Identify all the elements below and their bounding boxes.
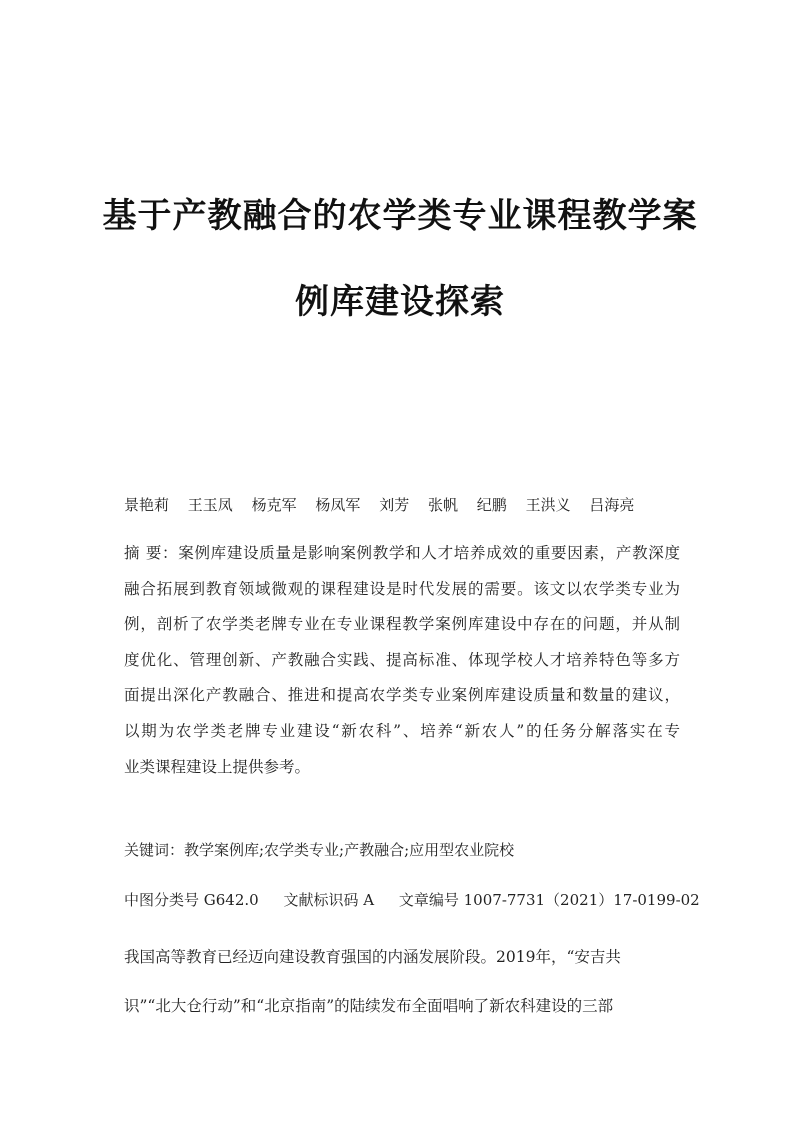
abstract-line: 摘 要：案例库建设质量是影响案例教学和人才培养成效的重要因素，产教深度 [124, 544, 680, 562]
article-number: 文章编号 1007-7731（2021）17-0199-02 [398, 891, 700, 909]
abstract-line: 例，剖析了农学类老牌专业在专业课程教学案例库建设中存在的问题，并从制 [124, 615, 680, 634]
classification-info [124, 889, 700, 910]
author: 杨凤军 [315, 496, 361, 514]
author: 刘芳 [379, 496, 410, 514]
abstract [124, 536, 680, 785]
abstract-line: 融合拓展到教育领域微观的课程建设是时代发展的需要。该文以农学类专业为 [124, 579, 680, 598]
keywords: 关键词：教学案例库;农学类专业;产教融合;应用型农业院校 [124, 841, 515, 859]
author: 杨克军 [251, 496, 297, 514]
clc-number: 中图分类号 G642.0 [124, 891, 259, 909]
author: 吕海亮 [589, 496, 635, 514]
author: 张帆 [427, 496, 458, 514]
paper-title-line-2: 例库建设探索 [295, 282, 505, 322]
document-code: 文献标识码 A [283, 891, 375, 909]
abstract-line: 业类课程建设上提供参考。 [124, 757, 311, 776]
author: 王洪义 [525, 496, 571, 514]
author: 景艳莉 [124, 496, 170, 514]
author: 纪鹏 [476, 496, 507, 514]
abstract-line: 度优化、管理创新、产教融合实践、提高标准、体现学校人才培养特色等多方 [124, 650, 680, 669]
body-line: 识”“北大仓行动”和“北京指南”的陆续发布全面唱响了新农科建设的三部 [124, 997, 614, 1015]
abstract-line: 以期为农学类老牌专业建设“新农科”、培养“新农人”的任务分解落实在专 [124, 721, 680, 740]
author: 王玉凤 [187, 496, 233, 514]
body-line: 我国高等教育已经迈向建设教育强国的内涵发展阶段。2019年，“安吉共 [124, 948, 621, 966]
abstract-line: 面提出深化产教融合、推进和提高农学类专业案例库建设质量和数量的建议， [124, 686, 680, 705]
body-text [124, 933, 680, 1031]
paper-title-line-1: 基于产教融合的农学类专业课程教学案 [102, 196, 698, 236]
author-list [124, 494, 648, 515]
